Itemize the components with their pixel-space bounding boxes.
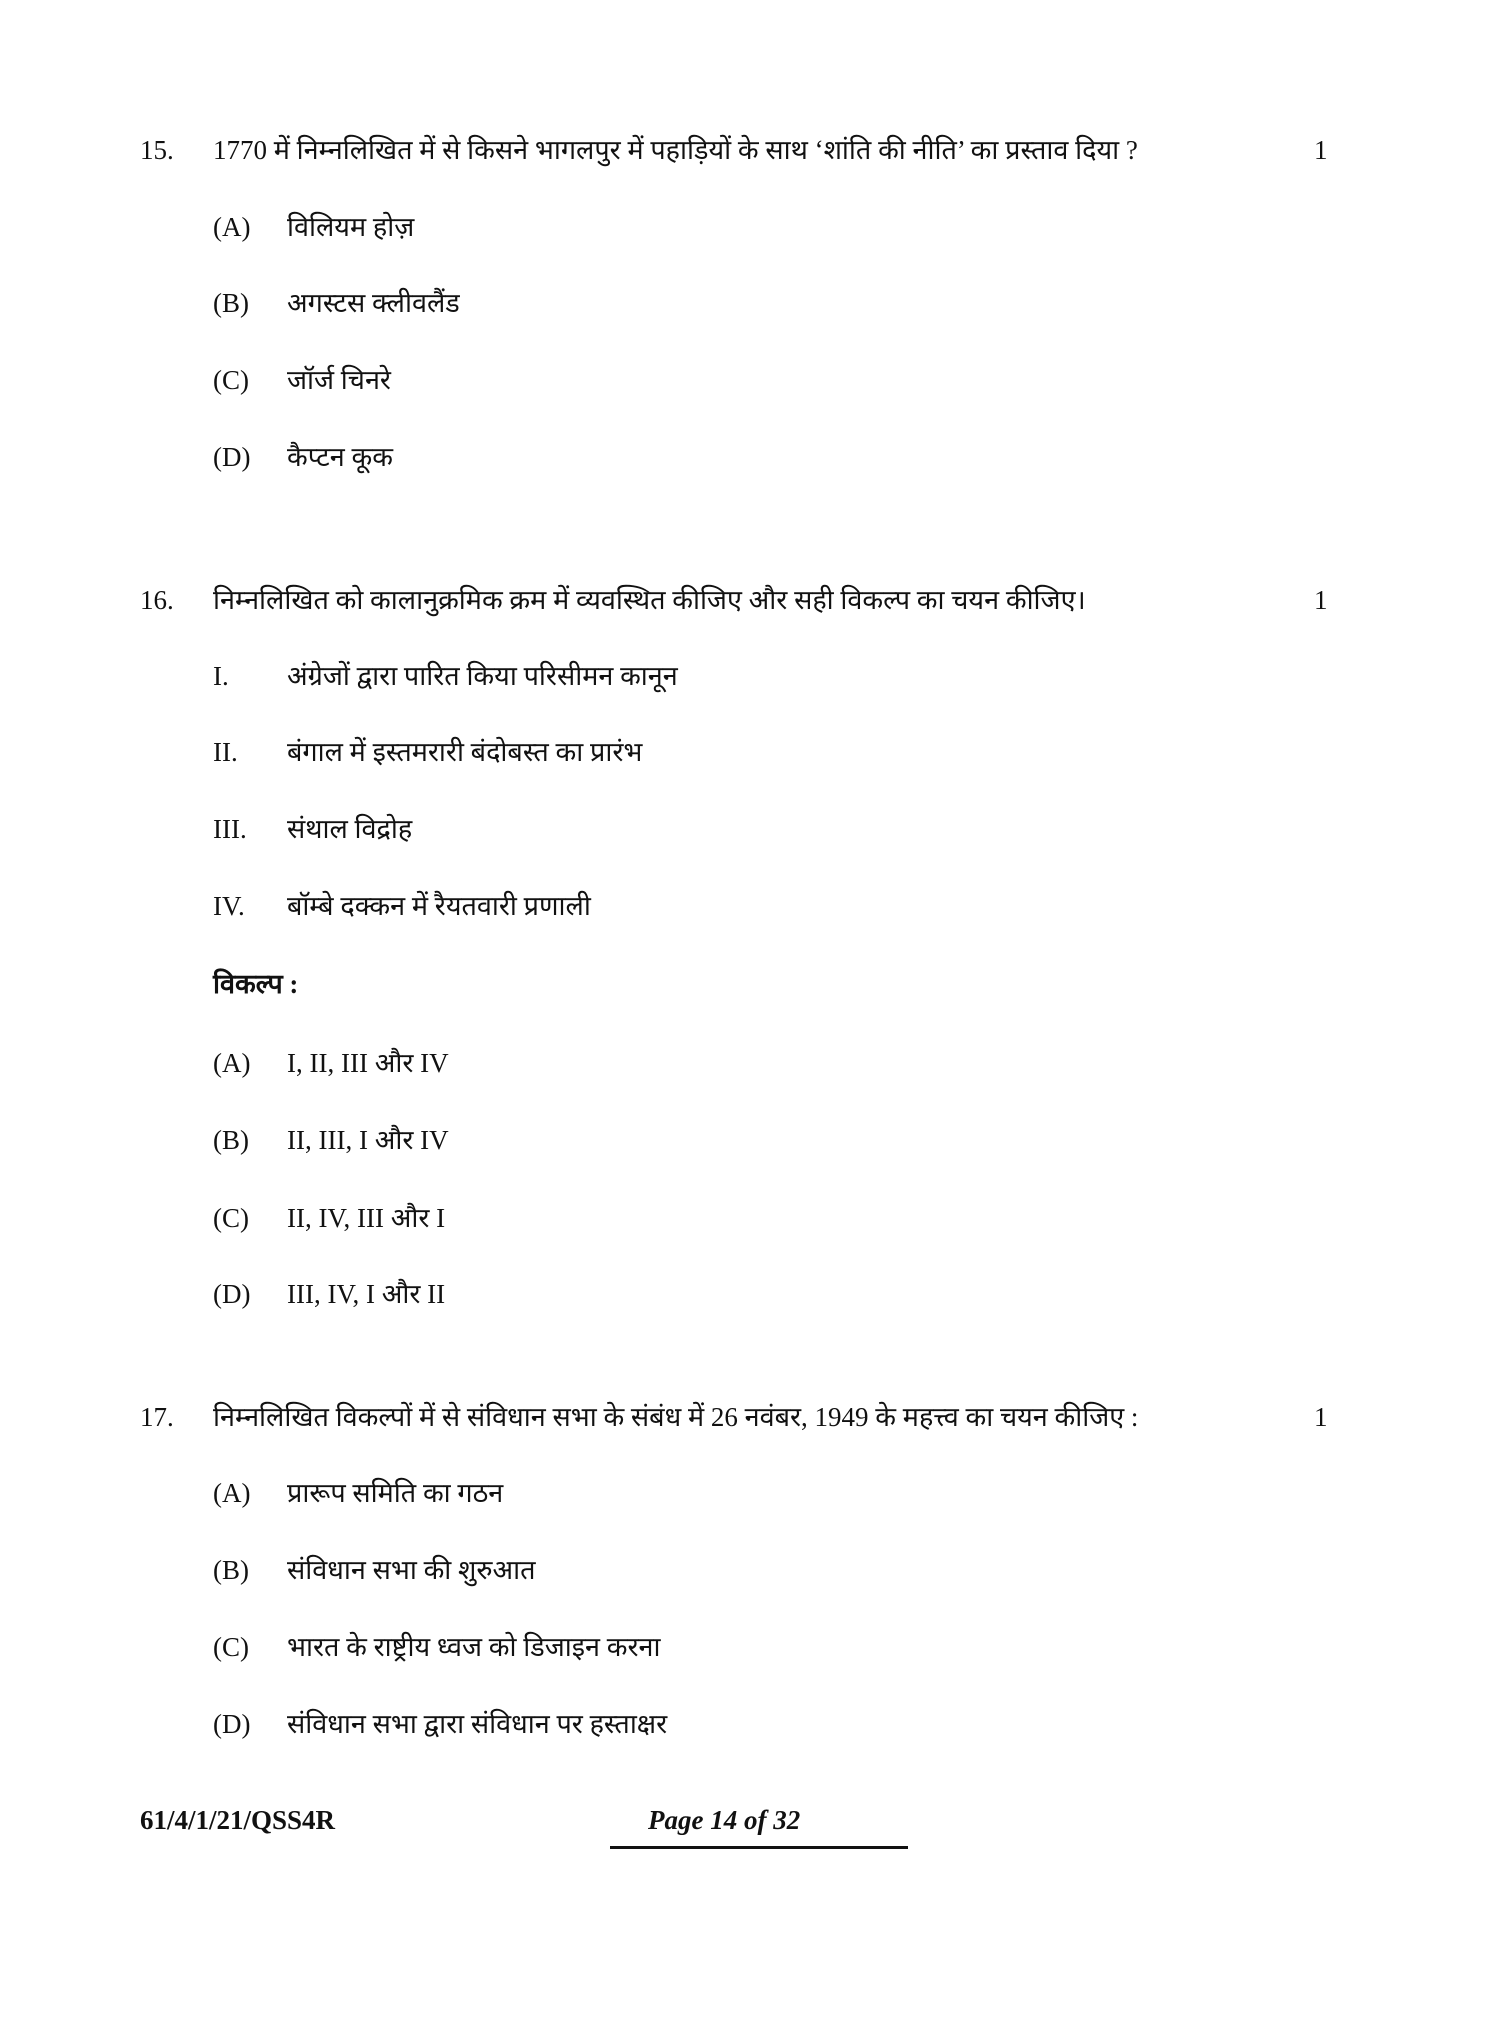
question-text: निम्नलिखित को कालानुक्रमिक क्रम में व्यवस्थित कीजिए और सही विकल्प का चयन कीजिए। xyxy=(213,585,1086,615)
option-label: (B) xyxy=(213,1125,249,1155)
question-text: निम्नलिखित विकल्पों में से संविधान सभा के संबंध में 26 नवंबर, 1949 के महत्त्व का चयन कीजिए : xyxy=(213,1402,1139,1432)
question-number: 16. xyxy=(140,585,174,615)
item-label: II. xyxy=(213,737,238,767)
item-label: III. xyxy=(213,814,247,844)
option-text: प्रारूप समिति का गठन xyxy=(287,1478,504,1508)
option-label: (A) xyxy=(213,1048,251,1078)
page-number: Page 14 of 32 xyxy=(648,1805,801,1835)
option-label: (D) xyxy=(213,1709,251,1739)
item-text: बंगाल में इस्तमरारी बंदोबस्त का प्रारंभ xyxy=(287,737,643,767)
item-label: I. xyxy=(213,661,229,691)
option-label: (C) xyxy=(213,1203,249,1233)
item-label: IV. xyxy=(213,891,245,921)
option-text: अगस्टस क्लीवलैंड xyxy=(287,288,460,318)
item-text: अंग्रेजों द्वारा पारित किया परिसीमन कानून xyxy=(287,661,678,691)
option-text: II, IV, III और I xyxy=(287,1203,446,1233)
question-marks: 1 xyxy=(1314,135,1328,165)
item-text: बॉम्बे दक्कन में रैयतवारी प्रणाली xyxy=(287,891,591,921)
option-label: (C) xyxy=(213,1632,249,1662)
option-label: (D) xyxy=(213,442,251,472)
option-label: (B) xyxy=(213,1555,249,1585)
question-marks: 1 xyxy=(1314,585,1328,615)
option-label: (A) xyxy=(213,212,251,242)
question-number: 15. xyxy=(140,135,174,165)
option-text: भारत के राष्ट्रीय ध्वज को डिजाइन करना xyxy=(287,1632,661,1662)
option-text: III, IV, I और II xyxy=(287,1279,446,1309)
option-text: कैप्टन कूक xyxy=(287,442,394,472)
item-text: संथाल विद्रोह xyxy=(287,814,413,844)
option-text: जॉर्ज चिनरे xyxy=(287,365,391,395)
option-label: (B) xyxy=(213,288,249,318)
option-label: (C) xyxy=(213,365,249,395)
option-label: (D) xyxy=(213,1279,251,1309)
paper-code: 61/4/1/21/QSS4R xyxy=(140,1805,336,1835)
option-text: II, III, I और IV xyxy=(287,1125,449,1155)
question-marks: 1 xyxy=(1314,1402,1328,1432)
question-number: 17. xyxy=(140,1402,174,1432)
question-text: 1770 में निम्नलिखित में से किसने भागलपुर में पहाड़ियों के साथ ‘शांति की नीति’ का प्रस्ताव दिया ? xyxy=(213,135,1138,165)
option-label: (A) xyxy=(213,1478,251,1508)
option-text: विलियम होज़ xyxy=(287,212,415,242)
options-heading: विकल्प : xyxy=(213,969,299,999)
page-number-underline xyxy=(610,1846,908,1849)
option-text: I, II, III और IV xyxy=(287,1048,449,1078)
option-text: संविधान सभा की शुरुआत xyxy=(287,1555,536,1585)
option-text: संविधान सभा द्वारा संविधान पर हस्ताक्षर xyxy=(287,1709,668,1739)
